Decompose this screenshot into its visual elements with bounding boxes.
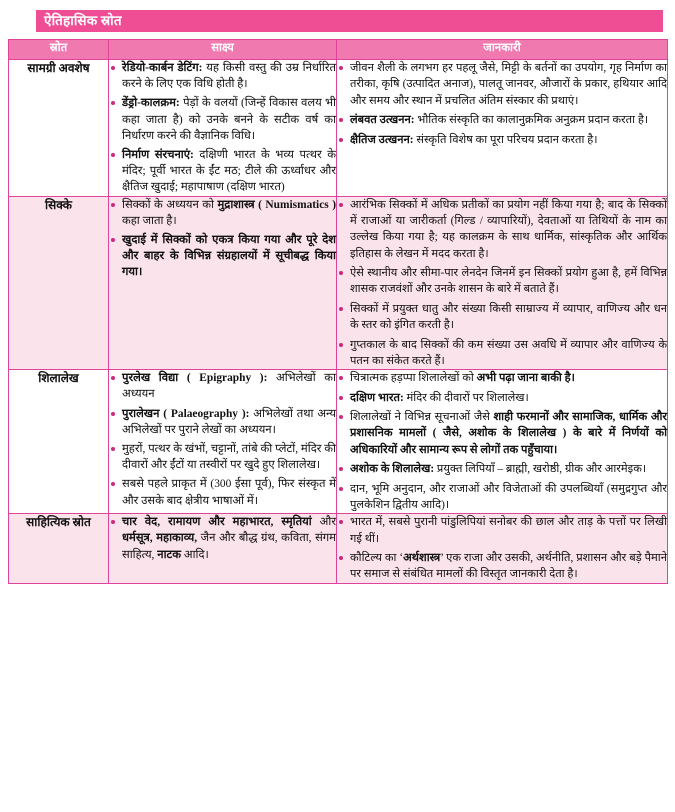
info-cell — [337, 60, 668, 197]
list-item: रेडियो-कार्बन डेटिंग: यह किसी वस्तु की उम्र निर्धारित करने के लिए एक विधि होती है। — [109, 60, 336, 92]
column-header-evidence: साक्ष्य — [109, 40, 337, 60]
historical-sources-table — [8, 39, 668, 584]
info-cell — [337, 514, 668, 584]
list-item: शिलालेखों ने विभिन्न सूचनाओं जैसे शाही फरमानों और सामाजिक, धार्मिक और प्रशासनिक मामलों ( जैसे, अशोक के शिलालेख ) के बारे में निर्णयों को अधिकारियों और सामान्य रूप से लोगों तक पहुँचाया। — [337, 409, 667, 458]
list-item: लंबवत उत्खनन: भौतिक संस्कृति का कालानुक्रमिक अनुक्रम प्रदान करता है। — [337, 112, 667, 128]
evidence-cell-list — [109, 197, 336, 281]
list-item: आरंभिक सिक्कों में अधिक प्रतीकों का प्रयोग नहीं किया गया है; बाद के सिक्कों में राजाओं या जारीकर्ता (गिल्ड / व्यापारियों), देवताओं या तिथियों के नाम का उल्लेख किया गया है; यह कालक्रम के साथ धार्मिक, सांस्कृतिक और आर्थिक इतिहास के लेखन में मदद करता है। — [337, 197, 667, 263]
source-label: साहित्यिक स्रोत — [9, 514, 109, 584]
list-item: कौटिल्य का ‘अर्थशास्त्र’ एक राजा और उसकी, अर्थनीति, प्रशासन और बड़े पैमाने पर समाज से संबंधित मामलों की विस्तृत जानकारी देता है। — [337, 550, 667, 583]
info-cell-list — [337, 60, 667, 148]
list-item: सबसे पहले प्राकृत में (300 ईसा पूर्व), फिर संस्कृत में और उसके बाद क्षेत्रीय भाषाओं में। — [109, 476, 336, 508]
evidence-cell-list — [109, 60, 336, 196]
info-cell — [337, 196, 668, 370]
info-cell-list — [337, 197, 667, 370]
table-row — [9, 370, 668, 514]
list-item: सिक्कों के अध्ययन को मुद्राशास्त्र ( Numismatics ) कहा जाता है। — [109, 197, 336, 229]
table-header — [9, 40, 668, 60]
evidence-cell — [109, 370, 337, 514]
table-row — [9, 196, 668, 370]
table-header-row — [9, 40, 668, 60]
list-item: सिक्कों में प्रयुक्त धातु और संख्या किसी साम्राज्य में व्यापार, वाणिज्य और धन के स्तर को इंगित करती है। — [337, 301, 667, 334]
evidence-cell-list — [109, 370, 336, 509]
list-item: पुरलेख विद्या ( Epigraphy ): अभिलेखों का अध्ययन — [109, 370, 336, 402]
page-title-banner — [36, 10, 663, 32]
list-item: दान, भूमि अनुदान, और राजाओं और विजेताओं की उपलब्धियाँ (समुद्रगुप्त और पुलकेशिन द्वितीय आदि)। — [337, 481, 667, 514]
list-item: चार वेद, रामायण और महाभारत, स्मृतियां और धर्मसूत्र, महाकाव्य, जैन और बौद्ध ग्रंथ, कविता, संगम साहित्य, नाटक आदि। — [109, 514, 336, 563]
list-item: खुदाई में सिक्कों को एकत्र किया गया और पूरे देश और बाहर के विभिन्न संग्रहालयों में सूचीबद्ध किया गया। — [109, 232, 336, 281]
table-row — [9, 60, 668, 197]
evidence-cell-list — [109, 514, 336, 563]
table-row — [9, 514, 668, 584]
evidence-cell — [109, 514, 337, 584]
list-item: क्षैतिज उत्खनन: संस्कृति विशेष का पूरा परिचय प्रदान करता है। — [337, 132, 667, 148]
list-item: पुरालेखन ( Palaeography ): अभिलेखों तथा अन्य अभिलेखों पर पुराने लेखों का अध्ययन। — [109, 406, 336, 438]
column-header-info: जानकारी — [337, 40, 668, 60]
table-body — [9, 60, 668, 584]
info-cell-list — [337, 514, 667, 583]
source-label: सामग्री अवशेष — [9, 60, 109, 197]
source-label: सिक्के — [9, 196, 109, 370]
list-item: ऐसे स्थानीय और सीमा-पार लेनदेन जिनमें इन सिक्कों प्रयोग हुआ है, हमें विभिन्न शासक राजवंशों और उनके शासन के बारे में बताते हैं। — [337, 265, 667, 298]
list-item: निर्माण संरचनाएं: दक्षिणी भारत के भव्य पत्थर के मंदिर; पूर्वी भारत के ईंट मठ; टीले की ऊर्ध्वाधर और क्षैतिज खुदाई; महापाषाण (दक्षिण भारत) — [109, 147, 336, 196]
evidence-cell — [109, 196, 337, 370]
list-item: मुहरों, पत्थर के खंभों, चट्टानों, तांबे की प्लेटों, मंदिर की दीवारों और ईंटों या तस्वीरों पर खुदे हुए शिलालेख। — [109, 441, 336, 473]
list-item: दक्षिण भारत: मंदिर की दीवारों पर शिलालेख। — [337, 390, 667, 406]
list-item: भारत में, सबसे पुरानी पांडुलिपियां सनोबर की छाल और ताड़ के पत्तों पर लिखी गई थीं। — [337, 514, 667, 547]
list-item: चित्रात्मक हड़प्पा शिलालेखों को अभी पढ़ा जाना बाकी है। — [337, 370, 667, 386]
evidence-cell — [109, 60, 337, 197]
list-item: अशोक के शिलालेख: प्रयुक्त लिपियाँ – ब्राह्मी, खरोष्ठी, ग्रीक और आरमेइक। — [337, 461, 667, 477]
list-item: जीवन शैली के लगभग हर पहलू जैसे, मिट्टी के बर्तनों का उपयोग, गृह निर्माण का तरीका, कृषि (उत्पादित अनाज), पालतू जानवर, औजारों के प्रकार, हथियार आदि और समय और स्थान में प्रचलित अंतिम संस्कार की प्रथाएं। — [337, 60, 667, 109]
page-title: ऐतिहासिक स्रोत — [44, 13, 122, 29]
info-cell-list — [337, 370, 667, 513]
source-label: शिलालेख — [9, 370, 109, 514]
column-header-source: स्रोत — [9, 40, 109, 60]
info-cell — [337, 370, 668, 514]
list-item: डेंड्रो-कालक्रम: पेड़ों के वलयों (जिन्हें विकास वलय भी कहा जाता है) को उनके बनने के सटीक वर्ष का निर्धारण करने की वैज्ञानिक विधि। — [109, 95, 336, 144]
list-item: गुप्तकाल के बाद सिक्कों की कम संख्या उस अवधि में व्यापार और वाणिज्य के पतन का संकेत करते हैं। — [337, 337, 667, 370]
